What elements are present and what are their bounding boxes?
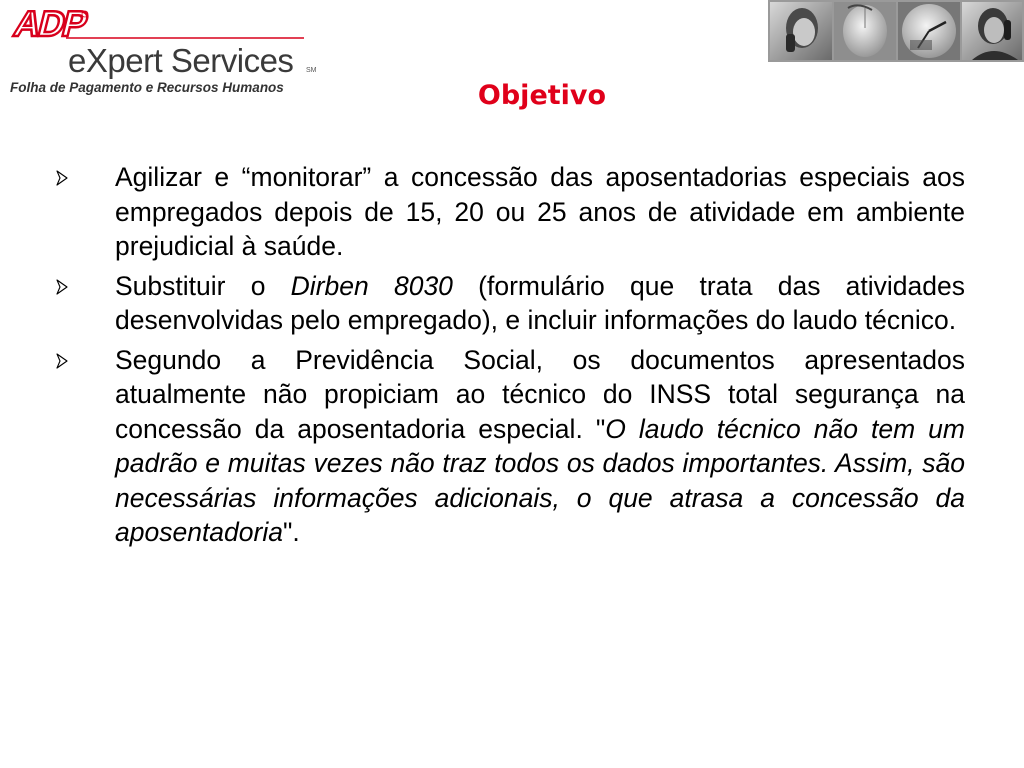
arrowhead-bullet-icon — [56, 278, 68, 296]
man-phone-photo-icon — [962, 2, 1022, 60]
header-photo-strip — [768, 0, 1024, 62]
arrowhead-bullet-icon — [56, 169, 68, 187]
list-item — [52, 269, 965, 338]
clock-photo-icon — [898, 2, 960, 60]
bullet-text: Segundo a Previdência Social, os documentos apresentados atualmente não propiciam ao técnico do INSS total segurança na concessão da aposentadoria especial. "O laudo técnico não tem um padrão e muitas vezes não traz todos os dados importantes. Assim, são necessárias informações adicionais, o que atrasa a concessão da aposentadoria". — [115, 344, 965, 547]
woman-phone-photo-icon — [770, 2, 832, 60]
list-item — [52, 343, 965, 550]
list-item — [52, 160, 965, 264]
arrowhead-bullet-icon — [56, 352, 68, 370]
logo-subtitle: Folha de Pagamento e Recursos Humanos — [10, 80, 284, 95]
logo-product-name: eXpert Services — [68, 42, 294, 79]
bullet-list — [52, 160, 965, 555]
page-title: Objetivo — [477, 80, 607, 111]
logo-trademark: SM — [306, 67, 317, 74]
bullet-text: Substituir o Dirben 8030 (formulário que trata das atividades desenvolvidas pelo empregado), e incluir informações do laudo técnico. — [115, 270, 965, 335]
adp-wordmark: ADP — [10, 4, 91, 44]
computer-mouse-photo-icon — [834, 2, 896, 60]
bullet-text: Agilizar e “monitorar” a concessão das aposentadorias especiais aos empregados depois de 15, 20 ou 25 anos de atividade em ambiente prejudicial à saúde. — [115, 162, 965, 261]
